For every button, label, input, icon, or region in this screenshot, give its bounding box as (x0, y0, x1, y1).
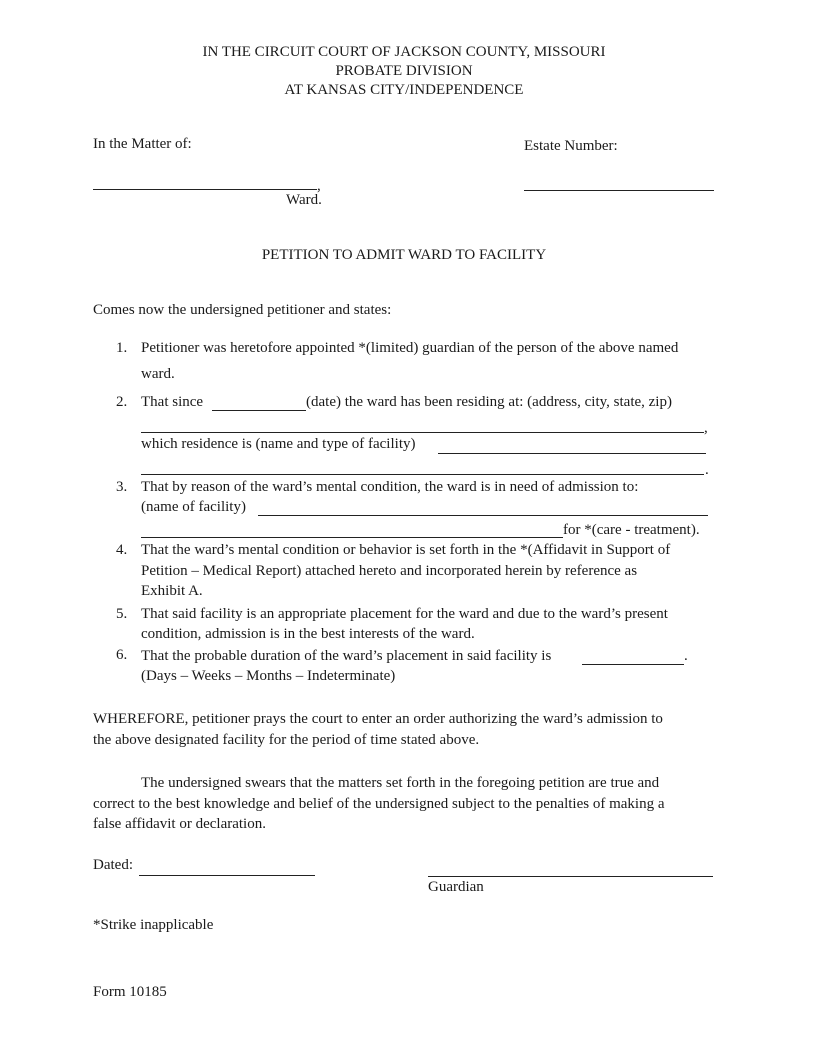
item-4-line-2: Petition – Medical Report) attached hereto and incorporated herein by reference as (141, 563, 638, 579)
wherefore-line-1: WHEREFORE, petitioner prays the court to enter an order authorizing the ward’s admission to (93, 711, 663, 727)
item-1-number: 1. (116, 340, 128, 356)
care-treatment-text: for *(care - treatment). (563, 522, 700, 538)
item-1-line-2: ward. (141, 366, 175, 382)
item-6-line-2: (Days – Weeks – Months – Indeterminate) (141, 668, 396, 684)
item-6-period: . (684, 648, 688, 664)
oath-line-3: false affidavit or declaration. (93, 816, 266, 832)
item-5-line-1: That said facility is an appropriate placement for the ward and due to the ward’s present (141, 606, 668, 622)
placement-duration-field[interactable] (582, 664, 684, 665)
guardian-label: Guardian (428, 879, 484, 895)
form-number: Form 10185 (93, 984, 167, 1000)
item-2-text-a: That since (141, 394, 204, 410)
facility-name-field-continued[interactable] (141, 537, 563, 538)
item-5-number: 5. (116, 606, 128, 622)
item-5-line-2: condition, admission is in the best interests of the ward. (141, 626, 475, 642)
oath-line-1: The undersigned swears that the matters set forth in the foregoing petition are true and (141, 775, 660, 791)
intro-text: Comes now the undersigned petitioner and states: (93, 302, 392, 318)
matter-label: In the Matter of: (93, 136, 192, 152)
strike-inapplicable-note: *Strike inapplicable (93, 917, 214, 933)
item-4-line-1: That the ward’s mental condition or behavior is set forth in the *(Affidavit in Support of (141, 542, 671, 558)
facility-type-field[interactable] (438, 453, 706, 454)
item-6-number: 6. (116, 647, 128, 663)
residence-address-field[interactable] (141, 432, 704, 433)
estate-number-label: Estate Number: (524, 138, 618, 154)
estate-number-field[interactable] (524, 190, 714, 191)
ward-name-field[interactable] (93, 189, 317, 190)
item-2-period: . (705, 462, 709, 478)
item-1-line-1: Petitioner was heretofore appointed *(limited) guardian of the person of the above named (141, 340, 679, 356)
division-heading: PROBATE DIVISION (335, 63, 473, 79)
guardian-signature-field[interactable] (428, 876, 713, 877)
item-3-number: 3. (116, 479, 128, 495)
facility-type-field-continued[interactable] (141, 474, 704, 475)
item-3-line-1: That by reason of the ward’s mental condition, the ward is in need of admission to: (141, 479, 639, 495)
address-comma: , (704, 420, 708, 436)
location-heading: AT KANSAS CITY/INDEPENDENCE (284, 82, 524, 98)
item-2-text-b: (date) the ward has been residing at: (address, city, state, zip) (306, 394, 672, 410)
ward-label: Ward. (286, 192, 322, 208)
dated-label: Dated: (93, 857, 133, 873)
item-2-text-c: which residence is (name and type of facility) (141, 436, 416, 452)
item-2-number: 2. (116, 394, 128, 410)
item-4-line-3: Exhibit A. (141, 583, 203, 599)
oath-line-2: correct to the best knowledge and belief of the undersigned subject to the penalties of making a (93, 796, 665, 812)
facility-name-label: (name of facility) (141, 499, 246, 515)
petition-title: PETITION TO ADMIT WARD TO FACILITY (261, 247, 547, 263)
item-6-line-1: That the probable duration of the ward’s placement in said facility is (141, 648, 552, 664)
item-4-number: 4. (116, 542, 128, 558)
court-heading: IN THE CIRCUIT COURT OF JACKSON COUNTY, MISSOURI (202, 44, 606, 60)
wherefore-line-2: the above designated facility for the period of time stated above. (93, 732, 480, 748)
ward-comma: , (317, 178, 321, 194)
residing-since-date-field[interactable] (212, 410, 306, 411)
dated-field[interactable] (139, 875, 315, 876)
facility-name-field[interactable] (258, 515, 708, 516)
